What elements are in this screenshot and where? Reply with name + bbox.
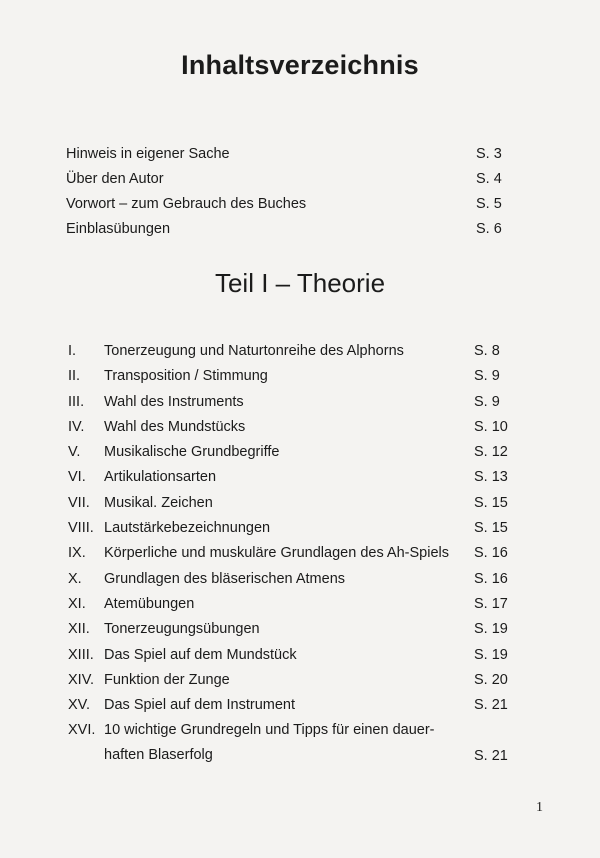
chapter-entry [68, 416, 514, 441]
chapter-page: S. 15 [474, 520, 508, 537]
chapter-page: S. 19 [474, 621, 508, 638]
chapter-title: Wahl des Instruments [104, 393, 244, 410]
chapter-number: XIV. [68, 671, 95, 688]
entry-page: S. 4 [476, 171, 502, 187]
chapter-number: IX. [68, 545, 86, 562]
chapter-number: II. [68, 368, 81, 385]
toc-entry [66, 193, 512, 218]
chapter-entry [68, 719, 514, 770]
toc-entry [66, 143, 512, 168]
chapter-title: 10 wichtige Grundregeln und Tipps für einen dauer-haften Blaserfolg [104, 721, 435, 764]
chapter-page: S. 21 [474, 747, 508, 764]
chapter-page: S. 15 [474, 494, 508, 511]
chapter-number: III. [68, 393, 85, 410]
entry-page: S. 5 [476, 196, 502, 212]
chapter-title: Wahl des Mundstücks [104, 418, 246, 435]
chapter-number: XVI. [68, 722, 96, 739]
chapter-page: S. 19 [474, 646, 508, 663]
chapter-number: VI. [68, 469, 86, 486]
chapter-number: VII. [68, 494, 90, 511]
chapter-number: XIII. [68, 646, 94, 663]
entry-page: S. 3 [476, 146, 502, 162]
entry-page: S. 6 [476, 221, 502, 237]
chapter-title: Körperliche und muskuläre Grundlagen des Ah-Spiels [104, 545, 449, 562]
entry-title: Einblasübungen [66, 221, 171, 237]
chapter-entry [68, 492, 514, 517]
chapter-number: XV. [68, 697, 91, 714]
entry-title: Über den Autor [66, 171, 164, 187]
chapter-entry [68, 669, 514, 694]
chapter-number: XI. [68, 595, 86, 612]
chapter-title: Das Spiel auf dem Mundstück [104, 646, 297, 663]
toc-entry [66, 168, 512, 193]
chapter-page: S. 21 [474, 697, 508, 714]
chapter-title: Atemübungen [104, 595, 195, 612]
chapter-entry [68, 340, 514, 365]
chapter-page: S. 16 [474, 545, 508, 562]
chapter-page: S. 9 [474, 368, 500, 385]
chapter-number: IV. [68, 418, 85, 435]
chapter-page: S. 17 [474, 595, 508, 612]
page-number: 1 [536, 800, 543, 815]
chapter-number: XII. [68, 621, 90, 638]
chapter-entry [68, 618, 514, 643]
chapter-entry [68, 568, 514, 593]
chapter-entry [68, 593, 514, 618]
chapter-page: S. 9 [474, 393, 500, 410]
chapter-entry [68, 391, 514, 416]
chapter-number: X. [68, 570, 82, 587]
chapter-title: Musikal. Zeichen [104, 494, 213, 511]
chapter-entry [68, 644, 514, 669]
chapter-title: Musikalische Grundbegriffe [104, 444, 280, 461]
chapter-title: Funktion der Zunge [104, 671, 230, 688]
entry-title: Hinweis in eigener Sache [66, 146, 230, 162]
chapter-title: Lautstärkebezeichnungen [104, 520, 271, 537]
chapter-page: S. 13 [474, 469, 508, 486]
entry-title: Vorwort – zum Gebrauch des Buches [66, 196, 307, 212]
chapter-page: S. 16 [474, 570, 508, 587]
chapter-entry [68, 365, 514, 390]
front-matter-list [66, 143, 512, 243]
chapter-entry [68, 466, 514, 491]
page-title: Inhaltsverzeichnis [181, 50, 419, 80]
chapter-entry [68, 517, 514, 542]
chapter-page: S. 12 [474, 444, 508, 461]
chapter-entry [68, 694, 514, 719]
chapter-title: Grundlagen des bläserischen Atmens [104, 570, 346, 587]
chapter-page: S. 8 [474, 343, 500, 359]
chapter-entry [68, 441, 514, 466]
chapter-entry [68, 542, 514, 567]
chapter-page: S. 20 [474, 671, 508, 688]
chapter-list [68, 340, 514, 770]
chapter-title: Tonerzeugungsübungen [104, 621, 260, 638]
section-heading: Teil I – Theorie [214, 268, 386, 298]
chapter-title: Transposition / Stimmung [104, 368, 268, 385]
chapter-page: S. 10 [474, 418, 508, 435]
chapter-number: VIII. [68, 520, 94, 537]
chapter-title: Tonerzeugung und Naturtonreihe des Alphorns [104, 343, 404, 359]
toc-entry [66, 218, 512, 243]
chapter-number: I. [68, 343, 77, 359]
chapter-title: Artikulationsarten [104, 469, 217, 486]
chapter-title: Das Spiel auf dem Instrument [104, 697, 296, 714]
chapter-number: V. [68, 444, 81, 461]
